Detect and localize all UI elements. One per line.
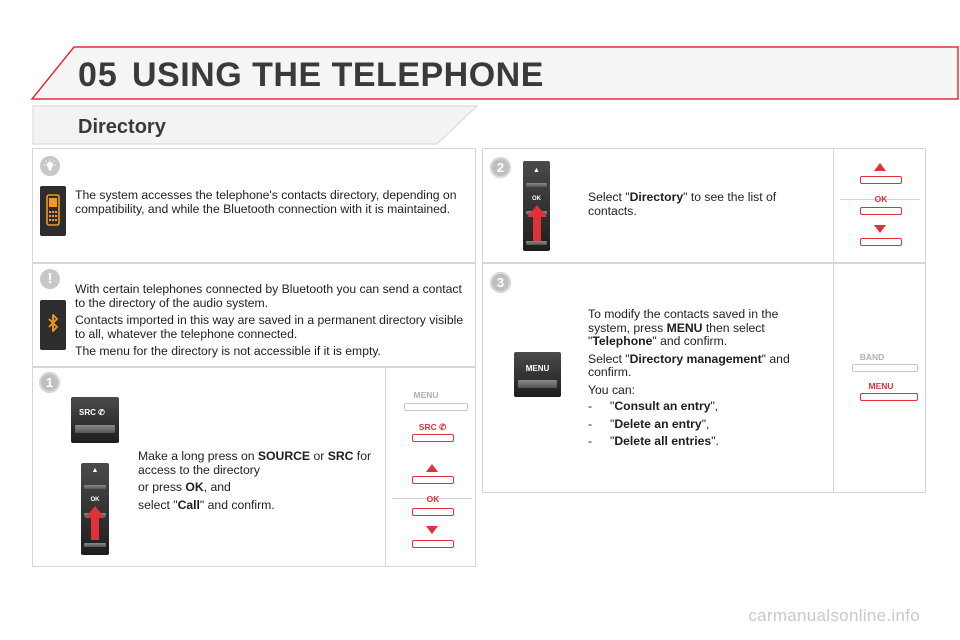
up-triangle-icon xyxy=(426,464,438,472)
step-3-paragraph-3: You can: xyxy=(588,382,635,397)
menu-button-diagram[interactable] xyxy=(860,393,918,401)
step-1-text xyxy=(138,450,378,516)
phone-icon xyxy=(40,186,66,236)
step-1-panel xyxy=(32,367,476,567)
section-title: Directory xyxy=(78,116,166,138)
step-3-paragraph-2: Select "Directory management" and confirm. xyxy=(588,351,790,379)
press-arrow-icon xyxy=(527,205,547,241)
note-paragraph-1: With certain telephones connected by Bluetooth you can send a contact to the directory of the audio system. xyxy=(75,282,462,310)
step-1-line-1: Make a long press on SOURCE or SRC for access to the directory xyxy=(138,449,372,477)
step-1-diagram xyxy=(385,368,475,566)
ok-label-diagram: OK xyxy=(874,194,888,204)
ok-label-diagram: OK xyxy=(426,494,440,504)
info-paragraph: The system accesses the telephone's contacts directory, depending on compatibility, and while the Bluetooth connection with it is maintained. xyxy=(75,188,457,216)
note-text xyxy=(75,283,471,363)
up-arrow-icon: ▲ xyxy=(533,167,540,174)
step-3-panel xyxy=(482,263,926,493)
ok-key-label-2: OK xyxy=(532,196,541,202)
ok-button-diagram[interactable] xyxy=(412,508,454,516)
note-paragraph-2: Contacts imported in this way are saved in a permanent directory visible to all, whatever the telephone connected. xyxy=(75,313,464,341)
watermark: carmanualsonline.info xyxy=(748,606,920,625)
step-2-diagram xyxy=(833,149,925,262)
menu-label-diagram: MENU xyxy=(413,390,439,400)
src-label-diagram: SRC ✆ xyxy=(418,422,447,432)
step-2-line: Select "Directory" to see the list of contacts. xyxy=(588,190,777,218)
press-arrow-icon xyxy=(85,506,105,540)
menu-button-diagram xyxy=(404,403,468,411)
chapter-number: 05 xyxy=(78,56,118,94)
up-arrow-icon: ▲ xyxy=(91,467,99,474)
down-button-diagram[interactable] xyxy=(412,540,454,548)
step-1-number: 1 xyxy=(39,372,60,393)
info-panel xyxy=(32,148,476,263)
src-key-image xyxy=(71,397,119,443)
down-triangle-icon xyxy=(426,526,438,534)
down-triangle-icon xyxy=(874,225,886,233)
down-button-diagram[interactable] xyxy=(860,238,902,246)
up-button-diagram[interactable] xyxy=(860,176,902,184)
step-3-number: 3 xyxy=(490,272,511,293)
menu-key-label: MENU xyxy=(525,364,550,373)
note-paragraph-3: The menu for the directory is not accessible if it is empty. xyxy=(75,344,381,358)
step-1-line-3: select "Call" and confirm. xyxy=(138,497,275,512)
exclamation-icon: ! xyxy=(40,269,60,289)
step-3-diagram xyxy=(833,264,925,492)
page-title: USING THE TELEPHONE xyxy=(132,56,544,94)
up-button-diagram[interactable] xyxy=(412,476,454,484)
list-item: - "Consult an entry", xyxy=(588,399,719,413)
src-key-label: SRC xyxy=(79,408,96,417)
band-button-diagram xyxy=(852,364,918,372)
bluetooth-icon xyxy=(40,300,66,350)
band-label-diagram: BAND xyxy=(859,352,885,362)
src-button-diagram[interactable] xyxy=(412,434,454,442)
step-2-number: 2 xyxy=(490,157,511,178)
list-item: - "Delete an entry", xyxy=(588,416,710,431)
note-panel xyxy=(32,263,476,367)
lightbulb-icon xyxy=(40,156,60,176)
menu-label-diagram: MENU xyxy=(868,381,894,391)
step-3-text xyxy=(588,308,808,453)
step-2-text xyxy=(588,191,803,222)
list-item: - "Delete all entries". xyxy=(588,434,719,448)
ok-button-diagram[interactable] xyxy=(860,207,902,215)
option-list xyxy=(588,400,808,449)
ok-key-label: OK xyxy=(90,497,100,503)
up-triangle-icon xyxy=(874,163,886,171)
info-text xyxy=(75,189,471,220)
step-3-paragraph-1: To modify the contacts saved in the system, press MENU then select "Telephone" and confirm. xyxy=(588,307,779,348)
menu-key-image xyxy=(514,352,561,397)
phone-handset-icon: ✆ xyxy=(98,408,105,417)
step-2-panel xyxy=(482,148,926,263)
step-1-line-2: or press OK, and xyxy=(138,480,231,494)
